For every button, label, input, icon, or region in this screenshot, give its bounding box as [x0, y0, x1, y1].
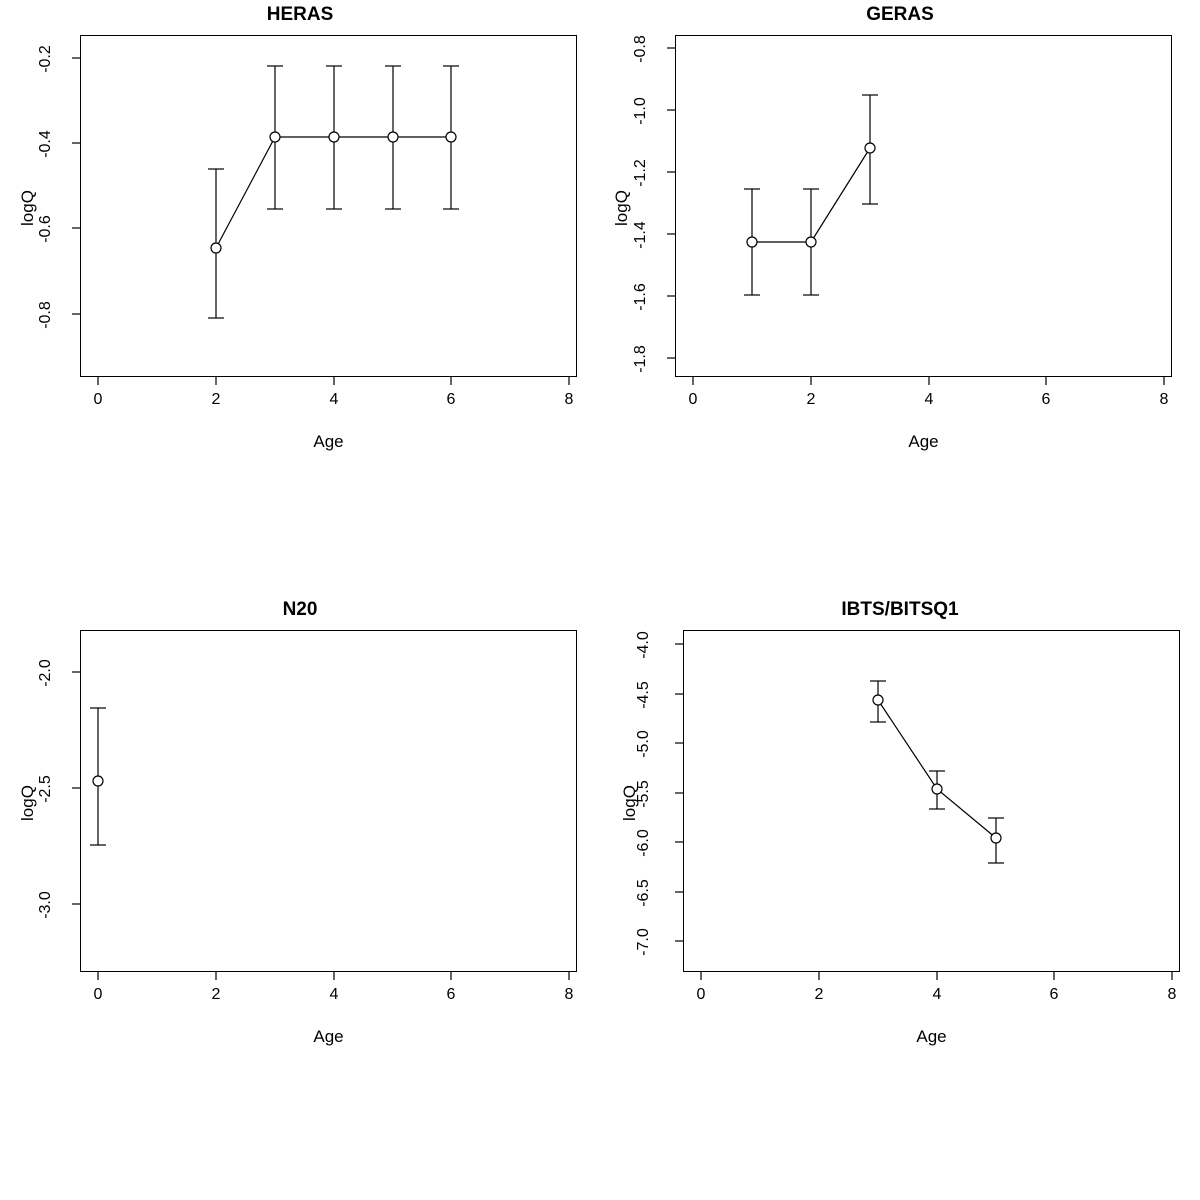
y-tick-label: -0.8	[37, 301, 54, 329]
x-axis-label-geras: Age	[908, 432, 939, 451]
panel-title-geras: GERAS	[866, 4, 934, 25]
y-axis-label-geras: logQ	[612, 190, 631, 226]
panel-title-n20: N20	[282, 599, 318, 620]
panel-title-heras: HERAS	[266, 4, 334, 25]
x-tick-label: 6	[446, 391, 456, 408]
x-tick-label: 0	[93, 986, 103, 1003]
x-tick-label: 2	[814, 986, 824, 1003]
x-axis-label-heras: Age	[313, 432, 344, 451]
x-axis-label-ibts-bitsq1: Age	[916, 1027, 947, 1046]
y-tick-label: -4.5	[635, 681, 652, 709]
y-tick-label: -0.4	[37, 130, 54, 158]
x-tick-label: 4	[932, 986, 942, 1003]
y-tick-label: -2.5	[37, 775, 54, 803]
y-tick-label: -1.8	[632, 345, 649, 373]
y-tick-label: -1.2	[632, 159, 649, 187]
x-tick-label: 2	[211, 986, 221, 1003]
x-tick-label: 8	[1167, 986, 1177, 1003]
y-tick-label: -4.0	[635, 631, 652, 659]
x-tick-label: 8	[564, 986, 574, 1003]
x-tick-label: 2	[211, 391, 221, 408]
panel-heras	[0, 0, 600, 470]
y-tick-label: -3.0	[37, 891, 54, 919]
x-tick-label: 6	[1041, 391, 1051, 408]
y-tick-label: -6.0	[635, 829, 652, 857]
x-tick-label: 4	[329, 986, 339, 1003]
x-tick-label: 4	[924, 391, 934, 408]
y-tick-label: -1.4	[632, 221, 649, 249]
panel-ibts-bitsq1	[600, 595, 1200, 1065]
panel-title-ibts-bitsq1: IBTS/BITSQ1	[841, 599, 959, 620]
y-tick-label: -0.2	[37, 45, 54, 73]
y-tick-label: -1.6	[632, 283, 649, 311]
x-tick-label: 2	[806, 391, 816, 408]
x-tick-label: 8	[1159, 391, 1169, 408]
y-tick-label: -1.0	[632, 97, 649, 125]
y-axis-label-ibts-bitsq1: logQ	[620, 785, 639, 821]
x-tick-label: 0	[696, 986, 706, 1003]
x-tick-label: 6	[1049, 986, 1059, 1003]
x-tick-label: 0	[688, 391, 698, 408]
y-tick-label: -5.0	[635, 730, 652, 758]
x-tick-label: 4	[329, 391, 339, 408]
y-tick-label: -6.5	[635, 879, 652, 907]
x-tick-label: 6	[446, 986, 456, 1003]
y-axis-label-heras: logQ	[18, 190, 37, 226]
x-axis-label-n20: Age	[313, 1027, 344, 1046]
y-tick-label: -0.8	[632, 35, 649, 63]
panel-geras	[600, 0, 1200, 470]
x-tick-label: 8	[564, 391, 574, 408]
panel-n20	[0, 595, 600, 1065]
y-tick-label: -0.6	[37, 215, 54, 243]
y-axis-label-n20: logQ	[18, 785, 37, 821]
y-tick-label: -2.0	[37, 659, 54, 687]
y-tick-label: -7.0	[635, 928, 652, 956]
y-tick-label: -5.5	[635, 780, 652, 808]
x-tick-label: 0	[93, 391, 103, 408]
